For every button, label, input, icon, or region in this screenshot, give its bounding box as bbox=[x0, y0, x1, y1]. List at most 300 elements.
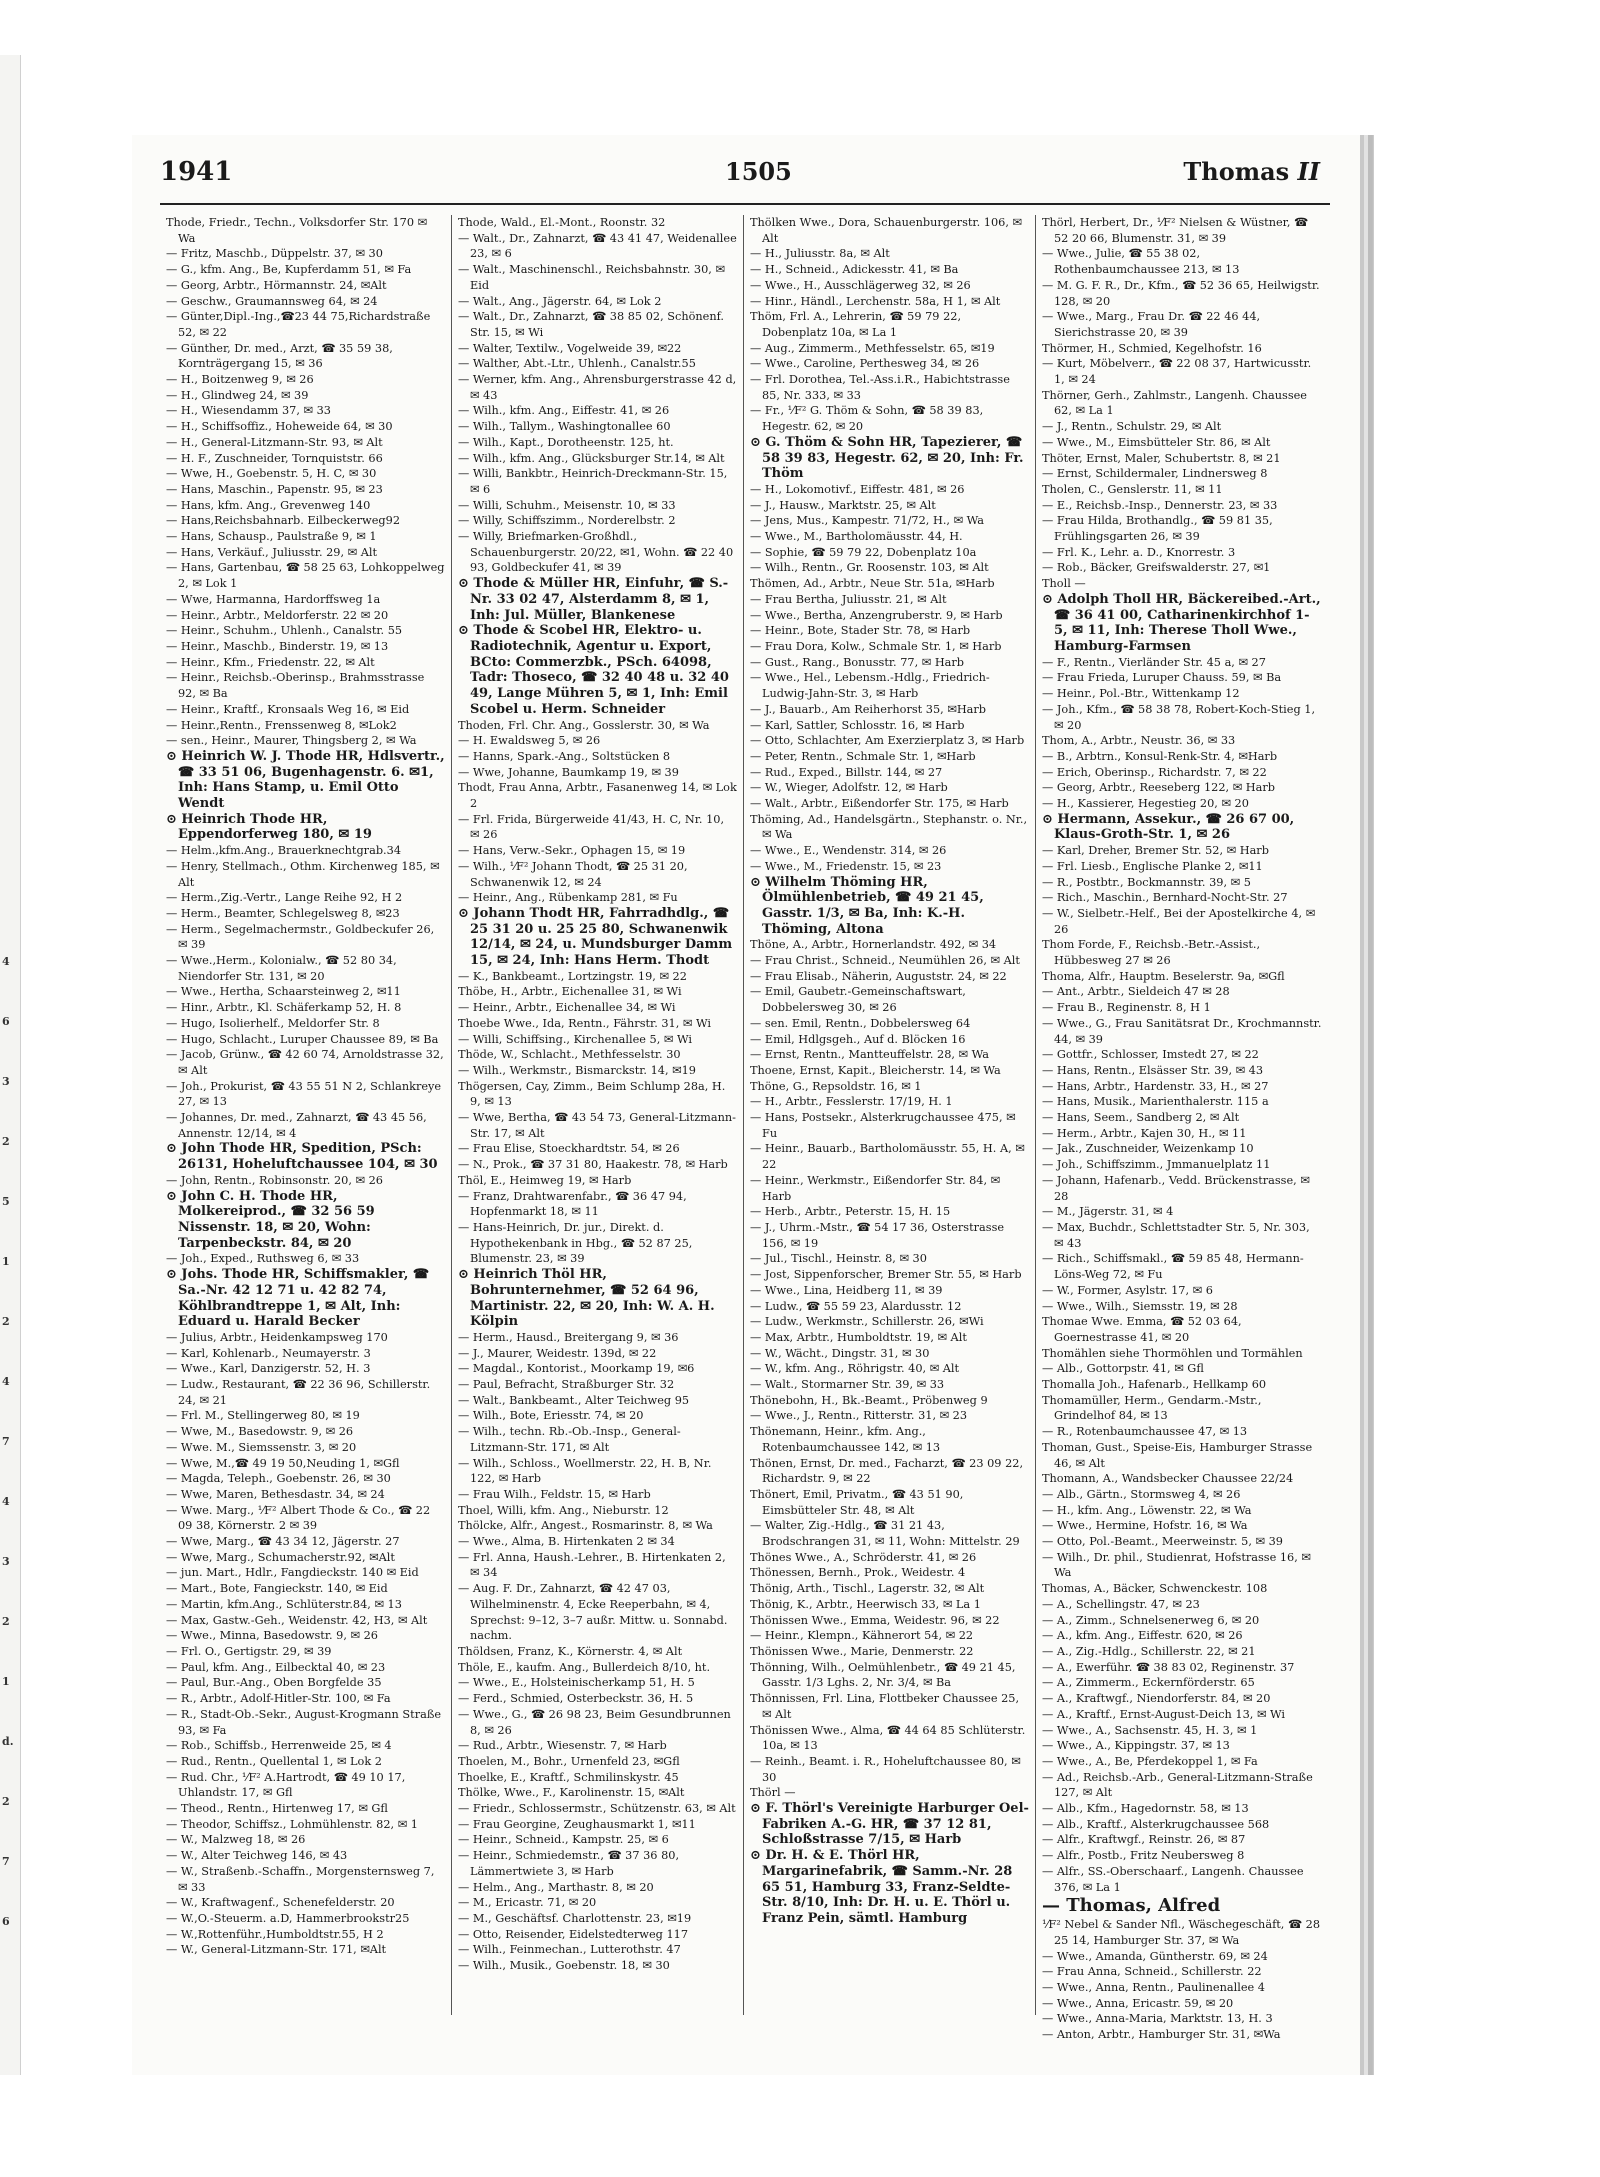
margin-fragment: 2 bbox=[2, 1315, 10, 1328]
directory-entry: — Frl. Liesb., Englische Planke 2, ✉11 bbox=[1042, 859, 1263, 873]
directory-entry: — Martin, kfm.Ang., Schlüterstr.84, ✉ 13 bbox=[166, 1597, 402, 1611]
directory-entry: — Rob., Schiffsb., Herrenweide 25, ✉ 4 bbox=[166, 1739, 392, 1753]
directory-entry: Tholen, C., Genslerstr. 11, ✉ 11 bbox=[1042, 482, 1223, 496]
directory-entry: — W., Malzweg 18, ✉ 26 bbox=[166, 1833, 306, 1847]
directory-entry: — Heinr., Klempn., Kähnerort 54, ✉ 22 bbox=[750, 1629, 974, 1643]
margin-fragment: 1 bbox=[2, 1255, 10, 1268]
directory-entry: — Rud. Chr., ⅟F² A.Hartrodt, ☎ 49 10 17, Uhlandstr. 17, ✉ Gfl bbox=[166, 1770, 406, 1800]
directory-entry: Thömen, Ad., Arbtr., Neue Str. 51a, ✉Harb bbox=[750, 577, 995, 591]
directory-entry: — Jacob, Grünw., ☎ 42 60 74, Arnoldstrasse 32, ✉ Alt bbox=[166, 1048, 444, 1077]
directory-entry: — Frau Wilh., Feldstr. 15, ✉ Harb bbox=[458, 1487, 651, 1501]
directory-entry: — Magdal., Kontorist., Moorkamp 19, ✉6 bbox=[458, 1362, 695, 1376]
directory-entry: Thoma, Alfr., Hauptm. Beselerstr. 9a, ✉Gfl bbox=[1042, 969, 1285, 983]
directory-entry: — Karl, Kohlenarb., Neumayerstr. 3 bbox=[166, 1346, 371, 1360]
directory-entry: — Gust., Rang., Bonusstr. 77, ✉ Harb bbox=[750, 655, 965, 669]
directory-entry: Thönissen Wwe., Marie, Denmerstr. 22 bbox=[750, 1644, 974, 1658]
directory-entry: — R., Stadt-Ob.-Sekr., August-Krogmann Straße 93, ✉ Fa bbox=[166, 1707, 442, 1737]
directory-entry: — Walt., Arbtr., Eißendorfer Str. 175, ✉ Harb bbox=[750, 797, 1009, 811]
directory-entry: — Frl. M., Stellingerweg 80, ✉ 19 bbox=[166, 1409, 360, 1423]
directory-entry: — Wilh., Rentn., Gr. Roosenstr. 103, ✉ Alt bbox=[750, 561, 989, 575]
margin-fragment: 7 bbox=[2, 1435, 10, 1448]
directory-entry: — Karl, Sattler, Schlosstr. 16, ✉ Harb bbox=[750, 718, 965, 732]
margin-fragment: 7 bbox=[2, 1855, 10, 1868]
directory-entry: — Hans, Schausp., Paulstraße 9, ✉ 1 bbox=[166, 530, 377, 544]
directory-entry: — Thomas, Alfred bbox=[1042, 1895, 1221, 1917]
directory-entry: Tholl — bbox=[1042, 577, 1086, 591]
directory-entry: — Emil, Gaubetr.-Gemeinschaftswart, Dobbelersweg 30, ✉ 26 bbox=[750, 985, 966, 1015]
directory-entry: — W., Alter Teichweg 146, ✉ 43 bbox=[166, 1849, 348, 1863]
directory-entry: — Hans, Verkäuf., Juliusstr. 29, ✉ Alt bbox=[166, 545, 378, 559]
directory-entry: ⊙ John Thode HR, Spedition, PSch: 26131, Hoheluftchaussee 104, ✉ 30 bbox=[166, 1141, 438, 1173]
header-page-number: 1505 bbox=[725, 157, 792, 186]
directory-entry: Thörmer, H., Schmied, Kegelhofstr. 16 bbox=[1042, 341, 1262, 355]
directory-entry: — Wwe, Marg., Schumacherstr.92, ✉Alt bbox=[166, 1550, 395, 1564]
directory-entry: — Wwe., Wilh., Siemsstr. 19, ✉ 28 bbox=[1042, 1299, 1238, 1313]
directory-columns bbox=[160, 215, 1330, 2042]
directory-entry: — Wwe., Amanda, Güntherstr. 69, ✉ 24 bbox=[1042, 1949, 1268, 1963]
directory-entry: — Frl. Dorothea, Tel.-Ass.i.R., Habichtstrasse 85, Nr. 333, ✉ 33 bbox=[750, 373, 1010, 402]
directory-entry: Thoebe Wwe., Ida, Rentn., Fährstr. 31, ✉ Wi bbox=[458, 1016, 712, 1030]
directory-entry: — Ludw., Restaurant, ☎ 22 36 96, Schillerstr. 24, ✉ 21 bbox=[166, 1378, 431, 1407]
directory-entry: — Rud., Arbtr., Wiesenstr. 7, ✉ Harb bbox=[458, 1739, 667, 1753]
directory-entry: — Wilh., Kapt., Dorotheenstr. 125, ht. bbox=[458, 435, 674, 449]
directory-entry: — Emil, Hdlgsgeh., Auf d. Blöcken 16 bbox=[750, 1032, 966, 1046]
directory-entry: — M., Geschäftsf. Charlottenstr. 23, ✉19 bbox=[458, 1911, 692, 1925]
directory-entry: Thöne, G., Repsoldstr. 16, ✉ 1 bbox=[750, 1079, 922, 1093]
directory-entry: — Friedr., Schlossermstr., Schützenstr. 63, ✉ Alt bbox=[458, 1802, 736, 1816]
directory-entry: — M., Ericastr. 71, ✉ 20 bbox=[458, 1896, 597, 1910]
directory-entry: — Hinr., Arbtr., Kl. Schäferkamp 52, H. 8 bbox=[166, 1001, 402, 1015]
directory-entry: — Rich., Schiffsmakl., ☎ 59 85 48, Hermann-Löns-Weg 72, ✉ Fu bbox=[1042, 1252, 1304, 1282]
directory-entry: — W.,O.-Steuerm. a.D, Hammerbrookstr25 bbox=[166, 1911, 410, 1925]
directory-entry: — Ludw., Werkmstr., Schillerstr. 26, ✉Wi bbox=[750, 1315, 984, 1329]
directory-entry: — H., Boitzenweg 9, ✉ 26 bbox=[166, 373, 314, 387]
directory-entry: — R., Rotenbaumchaussee 47, ✉ 13 bbox=[1042, 1425, 1248, 1439]
directory-entry: — Peter, Rentn., Schmale Str. 1, ✉Harb bbox=[750, 749, 976, 763]
directory-entry: — A., Ewerführ. ☎ 38 83 02, Reginenstr. 37 bbox=[1042, 1660, 1295, 1674]
directory-entry: — Ad., Reichsb.-Arb., General-Litzmann-Straße 127, ✉ Alt bbox=[1042, 1770, 1313, 1800]
directory-entry: — W., Wieger, Adolfstr. 12, ✉ Harb bbox=[750, 781, 948, 795]
directory-entry: — Rob., Bäcker, Greifswalderstr. 27, ✉1 bbox=[1042, 561, 1271, 575]
directory-entry: — Wwe., Marg., Frau Dr. ☎ 22 46 44, Sierichstrasse 20, ✉ 39 bbox=[1042, 310, 1261, 339]
directory-entry: — Paul, Bur.-Ang., Oben Borgfelde 35 bbox=[166, 1676, 382, 1690]
directory-entry: ⊙ F. Thörl's Vereinigte Harburger Oel-Fabriken A.-G. HR, ☎ 37 12 81, Schloßstrasse 7/15, ✉ Harb bbox=[750, 1801, 1029, 1848]
directory-entry: — Hans, Seem., Sandberg 2, ✉ Alt bbox=[1042, 1111, 1240, 1125]
directory-entry: Thöde, W., Schlacht., Methfesselstr. 30 bbox=[458, 1048, 681, 1062]
directory-entry: — J., Maurer, Weidestr. 139d, ✉ 22 bbox=[458, 1346, 657, 1360]
directory-entry: Thöldsen, Franz, K., Körnerstr. 4, ✉ Alt bbox=[458, 1644, 683, 1658]
directory-entry: — Frau Christ., Schneid., Neumühlen 26, ✉ Alt bbox=[750, 954, 1020, 968]
directory-entry: — Alb., Kraftf., Alsterkrugchaussee 568 bbox=[1042, 1817, 1270, 1831]
directory-entry: — Wwe. Marg., ⅟F² Albert Thode & Co., ☎ 22 09 38, Körnerstr. 2 ✉ 39 bbox=[166, 1503, 431, 1533]
directory-entry: — W., Wächt., Dingstr. 31, ✉ 30 bbox=[750, 1346, 930, 1360]
directory-entry: — Hanns, Spark.-Ang., Soltstücken 8 bbox=[458, 749, 671, 763]
directory-entry: — Wwe., Alma, B. Hirtenkaten 2 ✉ 34 bbox=[458, 1535, 675, 1549]
directory-entry: — Herb., Arbtr., Peterstr. 15, H. 15 bbox=[750, 1205, 951, 1219]
directory-entry: — Wwe., Caroline, Perthesweg 34, ✉ 26 bbox=[750, 357, 980, 371]
directory-entry: — Anton, Arbtr., Hamburger Str. 31, ✉Wa bbox=[1042, 2028, 1281, 2042]
directory-entry: — W., Straßenb.-Schaffn., Morgensternsweg 7, ✉ 33 bbox=[166, 1864, 435, 1894]
directory-entry: — Wwe., Minna, Basedowstr. 9, ✉ 26 bbox=[166, 1629, 378, 1643]
directory-entry: — Helm., Ang., Marthastr. 8, ✉ 20 bbox=[458, 1880, 654, 1894]
directory-entry: — Rud., Exped., Billstr. 144, ✉ 27 bbox=[750, 765, 943, 779]
directory-entry: Thönessen, Bernh., Prok., Weidestr. 4 bbox=[750, 1566, 966, 1580]
directory-entry: — Frl. O., Gertigstr. 29, ✉ 39 bbox=[166, 1644, 332, 1658]
directory-entry: — Rud., Rentn., Quellental 1, ✉ Lok 2 bbox=[166, 1754, 382, 1768]
directory-entry: — Joh., Exped., Ruthsweg 6, ✉ 33 bbox=[166, 1252, 360, 1266]
directory-entry: ⅟F² Nebel & Sander Nfl., Wäschegeschäft, ☎ 28 25 14, Hamburger Str. 37, ✉ Wa bbox=[1042, 1918, 1321, 1947]
directory-entry: — Reinh., Beamt. i. R., Hoheluftchaussee 80, ✉ 30 bbox=[750, 1754, 1021, 1784]
directory-entry: Thomählen siehe Thormöhlen und Tormählen bbox=[1042, 1346, 1303, 1360]
directory-entry: — Wwe, Bertha, ☎ 43 54 73, General-Litzmann-Str. 17, ✉ Alt bbox=[458, 1111, 736, 1140]
margin-fragment: 2 bbox=[2, 1615, 10, 1628]
directory-entry: — Wilh., kfm. Ang., Glücksburger Str.14, ✉ Alt bbox=[458, 451, 725, 465]
directory-entry: Thöle, E., kaufm. Ang., Bullerdeich 8/10, ht. bbox=[458, 1660, 711, 1674]
column-4 bbox=[1036, 215, 1328, 2042]
directory-entry: Thögersen, Cay, Zimm., Beim Schlump 28a, H. 9, ✉ 13 bbox=[458, 1079, 726, 1109]
directory-entry: — Wwe., M., Friedenstr. 15, ✉ 23 bbox=[750, 859, 942, 873]
directory-entry: — Aug. F. Dr., Zahnarzt, ☎ 42 47 03, Wilhelminenstr. 4, Ecke Reeperbahn, ✉ 4, Sprechst: 9–12, 3–7 außr. Mittw. u. Sonnabd. nachm. bbox=[458, 1582, 728, 1643]
directory-entry: — Johannes, Dr. med., Zahnarzt, ☎ 43 45 56, Annenstr. 12/14, ✉ 4 bbox=[166, 1111, 427, 1140]
directory-entry: — M., Jägerstr. 31, ✉ 4 bbox=[1042, 1205, 1174, 1219]
directory-entry: — Johann, Hafenarb., Vedd. Brückenstrasse, ✉ 28 bbox=[1042, 1173, 1310, 1203]
directory-entry: — Max, Buchdr., Schlettstadter Str. 5, Nr. 303, ✉ 43 bbox=[1042, 1221, 1310, 1250]
directory-entry: Thörl — bbox=[750, 1786, 796, 1800]
directory-entry: — H., Wiesendamm 37, ✉ 33 bbox=[166, 404, 331, 418]
directory-entry: — Wwe., A., Sachsenstr. 45, H. 3, ✉ 1 bbox=[1042, 1723, 1258, 1737]
directory-entry: — Hans, Arbtr., Hardenstr. 33, H., ✉ 27 bbox=[1042, 1079, 1269, 1093]
directory-entry: — J., Hausw., Marktstr. 25, ✉ Alt bbox=[750, 498, 936, 512]
directory-entry: — Fr., ⅟F² G. Thöm & Sohn, ☎ 58 39 83, Hegestr. 62, ✉ 20 bbox=[750, 404, 984, 434]
directory-entry: — Helm.,kfm.Ang., Brauerknechtgrab.34 bbox=[166, 844, 402, 858]
directory-entry: — Paul, Befracht, Straßburger Str. 32 bbox=[458, 1378, 675, 1392]
header-rule bbox=[160, 203, 1330, 205]
directory-entry: ⊙ Thode & Müller HR, Einfuhr, ☎ S.-Nr. 33 02 47, Alsterdamm 8, ✉ 1, Inh: Jul. Müller, Blankenese bbox=[458, 576, 729, 623]
directory-entry: — Heinr., Bauarb., Bartholomäusstr. 55, H. A, ✉ 22 bbox=[750, 1142, 1025, 1172]
directory-entry: — Wwe., Anna, Rentn., Paulinenallee 4 bbox=[1042, 1981, 1265, 1995]
directory-entry: — Alb., Gärtn., Stormsweg 4, ✉ 26 bbox=[1042, 1487, 1241, 1501]
directory-entry: — Walt., Maschinenschl., Reichsbahnstr. 30, ✉ Eid bbox=[458, 263, 725, 292]
margin-fragment: 5 bbox=[2, 1195, 10, 1208]
directory-entry: — Günther, Dr. med., Arzt, ☎ 35 59 38, Kornträgergang 15, ✉ 36 bbox=[166, 341, 393, 371]
directory-entry: — Wilh., Bote, Eriesstr. 74, ✉ 20 bbox=[458, 1409, 644, 1423]
directory-entry: — Heinr., Kraftf., Kronsaals Weg 16, ✉ Eid bbox=[166, 702, 410, 716]
directory-entry: — Wwe., H., Ausschlägerweg 32, ✉ 26 bbox=[750, 278, 971, 292]
directory-entry: — Wwe., Hel., Lebensm.-Hdlg., Friedrich-Ludwig-Jahn-Str. 3, ✉ Harb bbox=[750, 671, 990, 701]
directory-entry: — Magda, Teleph., Goebenstr. 26, ✉ 30 bbox=[166, 1472, 391, 1486]
directory-entry: Thöming, Ad., Handelsgärtn., Stephanstr. o. Nr., ✉ Wa bbox=[750, 812, 1028, 842]
directory-entry: — Wwe. M., Siemssenstr. 3, ✉ 20 bbox=[166, 1440, 357, 1454]
directory-entry: — Karl, Dreher, Bremer Str. 52, ✉ Harb bbox=[1042, 844, 1269, 858]
directory-entry: — Wwe, M.,☎ 49 19 50,Neuding 1, ✉Gfl bbox=[166, 1456, 400, 1470]
directory-entry: — Walter, Zig.-Hdlg., ☎ 31 21 43, Brodschrangen 31, ✉ 11, Wohn: Mittelstr. 29 bbox=[750, 1519, 1020, 1549]
directory-entry: — Hans, Postsekr., Alsterkrugchaussee 475, ✉ Fu bbox=[750, 1111, 1016, 1140]
column-2 bbox=[452, 215, 744, 2015]
directory-entry: Thode, Friedr., Techn., Volksdorfer Str. 170 ✉ Wa bbox=[166, 216, 428, 245]
directory-entry: — Frau Frieda, Luruper Chauss. 59, ✉ Ba bbox=[1042, 671, 1282, 685]
directory-entry: — H. Ewaldsweg 5, ✉ 26 bbox=[458, 734, 601, 748]
directory-entry: — R., Postbtr., Bockmannstr. 39, ✉ 5 bbox=[1042, 875, 1251, 889]
directory-entry: Thönig, Arth., Tischl., Lagerstr. 32, ✉ Alt bbox=[750, 1582, 985, 1596]
directory-entry: — John, Rentn., Robinsonstr. 20, ✉ 26 bbox=[166, 1173, 383, 1187]
page-header bbox=[160, 157, 1320, 193]
directory-entry: — H. F., Zuschneider, Tornquiststr. 66 bbox=[166, 451, 383, 465]
directory-entry: Thoel, Willi, kfm. Ang., Nieburstr. 12 bbox=[458, 1503, 669, 1517]
directory-entry: ⊙ Wilhelm Thöming HR, Ölmühlenbetrieb, ☎ 49 21 45, Gasstr. 1/3, ✉ Ba, Inh: K.-H. Thöming, Altona bbox=[750, 874, 984, 937]
directory-entry: — A., Zimmerm., Eckernförderstr. 65 bbox=[1042, 1676, 1255, 1690]
directory-entry: — Hans, Rentn., Elsässer Str. 39, ✉ 43 bbox=[1042, 1063, 1264, 1077]
directory-entry: — Walt., Bankbeamt., Alter Teichweg 95 bbox=[458, 1393, 690, 1407]
directory-entry: — Theod., Rentn., Hirtenweg 17, ✉ Gfl bbox=[166, 1802, 388, 1816]
directory-entry: — Hinr., Händl., Lerchenstr. 58a, H 1, ✉ Alt bbox=[750, 294, 1001, 308]
directory-entry: Thönert, Emil, Privatm., ☎ 43 51 90, Eimsbütteler Str. 48, ✉ Alt bbox=[750, 1487, 964, 1517]
directory-entry: ⊙ Adolph Tholl HR, Bäckereibed.-Art., ☎ 36 41 00, Catharinenkirchhof 1-5, ✉ 11, Inh: Therese Tholl Wwe., Hamburg-Farmsen bbox=[1042, 591, 1321, 654]
directory-entry: — Ludw., ☎ 55 59 23, Alardusstr. 12 bbox=[750, 1299, 962, 1313]
directory-entry: — Aug., Zimmerm., Methfesselstr. 65, ✉19 bbox=[750, 341, 995, 355]
directory-entry: — Willi, Schiffsing., Kirchenallee 5, ✉ Wi bbox=[458, 1032, 692, 1046]
directory-entry: — Heinr., Arbtr., Meldorferstr. 22 ✉ 20 bbox=[166, 608, 389, 622]
directory-entry: — Paul, kfm. Ang., Eilbecktal 40, ✉ 23 bbox=[166, 1660, 386, 1674]
directory-entry: — Wwe., G., ☎ 26 98 23, Beim Gesundbrunnen 8, ✉ 26 bbox=[458, 1707, 731, 1737]
directory-entry: Thörl, Herbert, Dr., ⅟F² Nielsen & Wüstner, ☎ 52 20 66, Blumenstr. 31, ✉ 39 bbox=[1042, 216, 1309, 245]
directory-entry: Thom Forde, F., Reichsb.-Betr.-Assist., Hübbesweg 27 ✉ 26 bbox=[1042, 938, 1261, 968]
directory-entry: — Heinr., Schmiedemstr., ☎ 37 36 80, Lämmertwiete 3, ✉ Harb bbox=[458, 1849, 680, 1878]
directory-entry: — Wwe., Karl, Danzigerstr. 52, H. 3 bbox=[166, 1362, 371, 1376]
directory-entry: — Max, Arbtr., Humboldtstr. 19, ✉ Alt bbox=[750, 1330, 967, 1344]
directory-entry: — Hugo, Isolierhelf., Meldorfer Str. 8 bbox=[166, 1016, 380, 1030]
directory-entry: — W., kfm. Ang., Röhrigstr. 40, ✉ Alt bbox=[750, 1362, 960, 1376]
directory-entry: — Geschw., Graumannsweg 64, ✉ 24 bbox=[166, 294, 378, 308]
directory-entry: Thölcke, Alfr., Angest., Rosmarinstr. 8, ✉ Wa bbox=[458, 1519, 713, 1533]
directory-entry: Thöl, E., Heimweg 19, ✉ Harb bbox=[458, 1173, 632, 1187]
directory-entry: — Wwe, Maren, Bethesdastr. 34, ✉ 24 bbox=[166, 1487, 385, 1501]
directory-entry: — Hugo, Schlacht., Luruper Chaussee 89, ✉ Ba bbox=[166, 1032, 439, 1046]
directory-entry: — Wwe.,Herm., Kolonialw., ☎ 52 80 34, Niendorfer Str. 131, ✉ 20 bbox=[166, 954, 397, 983]
margin-fragment: 4 bbox=[2, 1375, 10, 1388]
directory-entry: — Heinr., Schuhm., Uhlenh., Canalstr. 55 bbox=[166, 624, 403, 638]
directory-entry: — Wwe., A., Kippingstr. 37, ✉ 13 bbox=[1042, 1739, 1230, 1753]
header-year: 1941 bbox=[160, 157, 233, 187]
directory-entry: — H., Juliusstr. 8a, ✉ Alt bbox=[750, 247, 890, 261]
directory-entry: — A., kfm. Ang., Eiffestr. 620, ✉ 26 bbox=[1042, 1629, 1243, 1643]
directory-entry: Thölken Wwe., Dora, Schauenburgerstr. 106, ✉ Alt bbox=[750, 216, 1022, 245]
directory-entry: — Wwe., Hertha, Schaarsteinweg 2, ✉11 bbox=[166, 985, 401, 999]
directory-entry: — Werner, kfm. Ang., Ahrensburgerstrasse 42 d, ✉ 43 bbox=[458, 373, 737, 402]
directory-entry: Thomamüller, Herm., Gendarm.-Mstr., Grindelhof 84, ✉ 13 bbox=[1042, 1393, 1262, 1423]
directory-entry: Thönes Wwe., A., Schröderstr. 41, ✉ 26 bbox=[750, 1550, 977, 1564]
directory-entry: — Herm., Beamter, Schlegelsweg 8, ✉23 bbox=[166, 906, 400, 920]
directory-entry: Thönig, K., Arbtr., Heerwisch 33, ✉ La 1 bbox=[750, 1597, 981, 1611]
directory-entry: — Wilh., Tallym., Washingtonallee 60 bbox=[458, 420, 671, 434]
directory-entry: Thom, A., Arbtr., Neustr. 36, ✉ 33 bbox=[1042, 734, 1236, 748]
directory-entry: — Frl. Frida, Bürgerweide 41/43, H. C, Nr. 10, ✉ 26 bbox=[458, 812, 725, 842]
directory-entry: ⊙ G. Thöm & Sohn HR, Tapezierer, ☎ 58 39 83, Hegestr. 62, ✉ 20, Inh: Fr. Thöm bbox=[750, 434, 1024, 482]
directory-entry: ⊙ Dr. H. & E. Thörl HR, Margarinefabrik, ☎ Samm.-Nr. 28 65 51, Hamburg 33, Franz-Seldte-Str. 8/10, Inh: Dr. H. u. E. Thörl u. Franz Pein, sämtl. Hamburg bbox=[750, 1848, 1013, 1926]
directory-entry: ⊙ Thode & Scobel HR, Elektro- u. Radiotechnik, Agentur u. Export, BCto: Commerzbk., PSch. 64098, Tadr: Thoseco, ☎ 32 40 48 u. 32 40 49, Lange Mühren 5, ✉ 1, Inh: Emil Scobel u. Herm. Schneider bbox=[458, 623, 729, 717]
directory-entry: — Willi, Bankbtr., Heinrich-Dreckmann-Str. 15, ✉ 6 bbox=[458, 467, 728, 496]
directory-entry: — Frl. K., Lehr. a. D., Knorrestr. 3 bbox=[1042, 545, 1236, 559]
directory-entry: — Frl. Anna, Haush.-Lehrer., B. Hirtenkaten 2, ✉ 34 bbox=[458, 1550, 726, 1580]
directory-entry: Thomas, A., Bäcker, Schwenckestr. 108 bbox=[1042, 1582, 1268, 1596]
directory-entry: — Wwe., M., Bartholomäusstr. 44, H. bbox=[750, 530, 963, 544]
directory-entry: — Frau Elisab., Näherin, Auguststr. 24, ✉ 22 bbox=[750, 969, 1007, 983]
directory-entry: — Walt., Ang., Jägerstr. 64, ✉ Lok 2 bbox=[458, 294, 662, 308]
directory-entry: — Hans, Verw.-Sekr., Ophagen 15, ✉ 19 bbox=[458, 844, 686, 858]
directory-entry: Thoelke, E., Kraftf., Schmilinskystr. 45 bbox=[458, 1770, 679, 1784]
directory-entry: — sen. Emil, Rentn., Dobbelersweg 64 bbox=[750, 1016, 971, 1030]
directory-entry: Thoene, Ernst, Kapit., Bleicherstr. 14, ✉ Wa bbox=[750, 1063, 1001, 1077]
directory-entry: — J., Uhrm.-Mstr., ☎ 54 17 36, Osterstrasse 156, ✉ 19 bbox=[750, 1221, 1005, 1250]
directory-entry: — Herm.,Zig.-Vertr., Lange Reihe 92, H 2 bbox=[166, 891, 403, 905]
directory-entry: — Gottfr., Schlosser, Imstedt 27, ✉ 22 bbox=[1042, 1048, 1259, 1062]
directory-entry: Thöter, Ernst, Maler, Schubertstr. 8, ✉ 21 bbox=[1042, 451, 1281, 465]
directory-entry: — Herm., Hausd., Breitergang 9, ✉ 36 bbox=[458, 1330, 679, 1344]
directory-entry: — Joh., Kfm., ☎ 58 38 78, Robert-Koch-Stieg 1, ✉ 20 bbox=[1042, 702, 1316, 732]
directory-entry: Thoden, Frl. Chr. Ang., Gosslerstr. 30, ✉ Wa bbox=[458, 718, 710, 732]
directory-entry: — A., Kraftf., Ernst-August-Deich 13, ✉ Wi bbox=[1042, 1707, 1286, 1721]
directory-entry: — Wwe, Harmanna, Hardorffsweg 1a bbox=[166, 592, 381, 606]
directory-entry: — Wwe., Anna-Maria, Marktstr. 13, H. 3 bbox=[1042, 2012, 1273, 2026]
directory-entry: ⊙ Heinrich W. J. Thode HR, Hdlsvertr., ☎ 33 51 06, Bugenhagenstr. 6. ✉1, Inh: Hans Stamp, u. Emil Otto Wendt bbox=[166, 748, 445, 812]
directory-entry: — Heinr., Bote, Stader Str. 78, ✉ Harb bbox=[750, 624, 971, 638]
directory-entry: — K., Bankbeamt., Lortzingstr. 19, ✉ 22 bbox=[458, 969, 687, 983]
directory-entry: — Wilh., techn. Rb.-Ob.-Insp., General-Litzmann-Str. 171, ✉ Alt bbox=[458, 1425, 681, 1454]
margin-fragment: 2 bbox=[2, 1135, 10, 1148]
directory-entry: — W., Sielbetr.-Helf., Bei der Apostelkirche 4, ✉ 26 bbox=[1042, 906, 1316, 936]
directory-entry: — Walter, Textilw., Vogelweide 39, ✉22 bbox=[458, 341, 682, 355]
directory-entry: — Wwe, Marg., ☎ 43 34 12, Jägerstr. 27 bbox=[166, 1535, 400, 1549]
directory-entry: Thomalla Joh., Hafenarb., Hellkamp 60 bbox=[1042, 1378, 1267, 1392]
directory-entry: Thomae Wwe. Emma, ☎ 52 03 64, Goernestrasse 41, ✉ 20 bbox=[1042, 1315, 1242, 1344]
directory-entry: — Wwe, H., Goebenstr. 5, H. C, ✉ 30 bbox=[166, 467, 377, 481]
directory-entry: — A., Zimm., Schnelsenerweg 6, ✉ 20 bbox=[1042, 1613, 1260, 1627]
directory-entry: — Julius, Arbtr., Heidenkampsweg 170 bbox=[166, 1330, 388, 1344]
directory-entry: — J., Rentn., Schulstr. 29, ✉ Alt bbox=[1042, 420, 1222, 434]
directory-entry: — F., Rentn., Vierländer Str. 45 a, ✉ 27 bbox=[1042, 655, 1266, 669]
directory-entry: Thode, Wald., El.-Mont., Roonstr. 32 bbox=[458, 216, 666, 229]
margin-fragment: 3 bbox=[2, 1555, 10, 1568]
directory-entry: — Wwe., A., Be, Pferdekoppel 1, ✉ Fa bbox=[1042, 1754, 1258, 1768]
directory-entry: — W., Former, Asylstr. 17, ✉ 6 bbox=[1042, 1283, 1213, 1297]
directory-entry: Thoman, Gust., Speise-Eis, Hamburger Strasse 46, ✉ Alt bbox=[1042, 1440, 1313, 1470]
directory-entry: Thönissen Wwe., Alma, ☎ 44 64 85 Schlüterstr. 10a, ✉ 13 bbox=[750, 1723, 1026, 1753]
header-running-head bbox=[1183, 157, 1320, 186]
directory-entry: — Kurt, Möbelverr., ☎ 22 08 37, Hartwicusstr. 1, ✉ 24 bbox=[1042, 357, 1312, 387]
directory-entry: — Walther, Abt.-Ltr., Uhlenh., Canalstr.55 bbox=[458, 357, 696, 371]
directory-entry: — Otto, Pol.-Beamt., Meerweinstr. 5, ✉ 39 bbox=[1042, 1535, 1283, 1549]
directory-entry: — E., Reichsb.-Insp., Dennerstr. 23, ✉ 33 bbox=[1042, 498, 1278, 512]
directory-entry: — Georg, Arbtr., Hörmannstr. 24, ✉Alt bbox=[166, 278, 387, 292]
directory-entry: — H., Glindweg 24, ✉ 39 bbox=[166, 388, 309, 402]
margin-fragment: 6 bbox=[2, 1015, 10, 1028]
directory-entry: Thomann, A., Wandsbecker Chaussee 22/24 bbox=[1042, 1472, 1294, 1486]
directory-entry: — Henry, Stellmach., Othm. Kirchenweg 185, ✉ Alt bbox=[166, 859, 440, 889]
directory-entry: ⊙ Heinrich Thöl HR, Bohrunternehmer, ☎ 52 64 96, Martinistr. 22, ✉ 20, Inh: W. A. H. Kölpin bbox=[458, 1267, 715, 1330]
directory-entry: Thönen, Ernst, Dr. med., Facharzt, ☎ 23 09 22, Richardstr. 9, ✉ 22 bbox=[750, 1456, 1024, 1486]
column-3 bbox=[744, 215, 1036, 2015]
directory-entry: — Wwe., Hermine, Hofstr. 16, ✉ Wa bbox=[1042, 1519, 1248, 1533]
directory-entry: — Franz, Drahtwarenfabr., ☎ 36 47 94, Hopfenmarkt 18, ✉ 11 bbox=[458, 1189, 687, 1219]
directory-entry: Thönning, Wilh., Oelmühlenbetr., ☎ 49 21 45, Gasstr. 1/3 Lghs. 2, Nr. 3/4, ✉ Ba bbox=[750, 1660, 1016, 1690]
directory-entry: — Heinr., Reichsb.-Oberinsp., Brahmsstrasse 92, ✉ Ba bbox=[166, 671, 425, 701]
directory-entry: Thörner, Gerh., Zahlmstr., Langenh. Chaussee 62, ✉ La 1 bbox=[1042, 388, 1307, 418]
directory-entry: — Heinr., Ang., Rübenkamp 281, ✉ Fu bbox=[458, 891, 678, 905]
directory-entry: — Joh., Schiffszimm., Jmmanuelplatz 11 bbox=[1042, 1158, 1271, 1172]
directory-entry: — Wilh., Musik., Goebenstr. 18, ✉ 30 bbox=[458, 1959, 670, 1973]
directory-entry: — Georg, Arbtr., Reeseberg 122, ✉ Harb bbox=[1042, 781, 1275, 795]
directory-entry: — Heinr., Schneid., Kampstr. 25, ✉ 6 bbox=[458, 1833, 669, 1847]
directory-entry: — Hans, Musik., Marienthalerstr. 115 a bbox=[1042, 1095, 1269, 1109]
directory-entry: — Willy, Briefmarken-Großhdl., Schauenburgerstr. 20/22, ✉1, Wohn. ☎ 22 40 93, Goldbeckufer 41, ✉ 39 bbox=[458, 530, 734, 575]
directory-entry: — Wilh., Feinmechan., Lutterothstr. 47 bbox=[458, 1943, 681, 1957]
directory-entry: — Wilh., kfm. Ang., Eiffestr. 41, ✉ 26 bbox=[458, 404, 670, 418]
directory-entry: Thönemann, Heinr., kfm. Ang., Rotenbaumchaussee 142, ✉ 13 bbox=[750, 1425, 941, 1454]
directory-entry: — Max, Gastw.-Geh., Weidenstr. 42, H3, ✉ Alt bbox=[166, 1613, 428, 1627]
directory-entry: — Wwe., E., Wendenstr. 314, ✉ 26 bbox=[750, 844, 947, 858]
directory-page bbox=[132, 135, 1360, 2075]
directory-entry: — N., Prok., ☎ 37 31 80, Haakestr. 78, ✉ Harb bbox=[458, 1158, 728, 1172]
directory-entry: — Wwe., G., Frau Sanitätsrat Dr., Krochmannstr. 44, ✉ 39 bbox=[1042, 1016, 1322, 1046]
directory-entry: — Wilh., Schloss., Woellmerstr. 22, H. B, Nr. 122, ✉ Harb bbox=[458, 1456, 712, 1486]
directory-entry: — Herm., Segelmachermstr., Goldbeckufer 26, ✉ 39 bbox=[166, 922, 435, 952]
directory-entry: Thöbe, H., Arbtr., Eichenallee 31, ✉ Wi bbox=[458, 985, 682, 999]
directory-entry: — Wilh., Dr. phil., Studienrat, Hofstrasse 16, ✉ Wa bbox=[1042, 1550, 1311, 1580]
directory-entry: Thönnissen, Frl. Lina, Flottbeker Chaussee 25, ✉ Alt bbox=[750, 1692, 1020, 1721]
adjacent-page-edge bbox=[0, 55, 21, 2075]
directory-entry: — B., Arbtrn., Konsul-Renk-Str. 4, ✉Harb bbox=[1042, 749, 1278, 763]
directory-entry: — Jul., Tischl., Heinstr. 8, ✉ 30 bbox=[750, 1252, 927, 1266]
directory-entry: Thönissen Wwe., Emma, Weidestr. 96, ✉ 22 bbox=[750, 1613, 1000, 1627]
directory-entry: — Jak., Zuschneider, Weizenkamp 10 bbox=[1042, 1142, 1254, 1156]
margin-fragment: 4 bbox=[2, 1495, 10, 1508]
directory-entry: — H., Kassierer, Hegestieg 20, ✉ 20 bbox=[1042, 797, 1249, 811]
directory-entry: — Wilh., Werkmstr., Bismarckstr. 14, ✉19 bbox=[458, 1063, 696, 1077]
directory-entry: — Hans, Gartenbau, ☎ 58 25 63, Lohkoppelweg 2, ✉ Lok 1 bbox=[166, 561, 445, 591]
directory-entry: — Sophie, ☎ 59 79 22, Dobenplatz 10a bbox=[750, 545, 977, 559]
directory-entry: — H., Schiffsoffiz., Hoheweide 64, ✉ 30 bbox=[166, 420, 393, 434]
directory-entry: — Frau B., Reginenstr. 8, H 1 bbox=[1042, 1001, 1211, 1015]
directory-entry: — Wwe., Lina, Heidberg 11, ✉ 39 bbox=[750, 1283, 943, 1297]
directory-entry: — Heinr., Pol.-Btr., Wittenkamp 12 bbox=[1042, 687, 1240, 701]
directory-entry: — Hans, kfm. Ang., Grevenweg 140 bbox=[166, 498, 371, 512]
directory-entry: — Erich, Oberinsp., Richardstr. 7, ✉ 22 bbox=[1042, 765, 1267, 779]
directory-entry: ⊙ Johs. Thode HR, Schiffsmakler, ☎ Sa.-Nr. 42 12 71 u. 42 82 74, Köhlbrandtreppe 1, ✉ Alt, Inh: Eduard u. Harald Becker bbox=[166, 1267, 430, 1330]
directory-entry: — Ernst, Schildermaler, Lindnersweg 8 bbox=[1042, 467, 1268, 481]
directory-entry: — Wwe., Julie, ☎ 55 38 02, Rothenbaumchaussee 213, ✉ 13 bbox=[1042, 247, 1240, 277]
directory-entry: — H., Lokomotivf., Eiffestr. 481, ✉ 26 bbox=[750, 482, 965, 496]
directory-entry: — Wwe., M., Eimsbütteler Str. 86, ✉ Alt bbox=[1042, 435, 1271, 449]
directory-entry: — Heinr., Arbtr., Eichenallee 34, ✉ Wi bbox=[458, 1001, 676, 1015]
margin-fragment: 3 bbox=[2, 1075, 10, 1088]
directory-entry: Thoelen, M., Bohr., Urnenfeld 23, ✉Gfl bbox=[458, 1754, 680, 1768]
directory-entry: — Alfr., SS.-Oberschaarf., Langenh. Chaussee 376, ✉ La 1 bbox=[1042, 1864, 1304, 1894]
directory-entry: — Wwe., Anna, Ericastr. 59, ✉ 20 bbox=[1042, 1996, 1234, 2010]
directory-entry: ⊙ Heinrich Thode HR, Eppendorferweg 180, ✉ 19 bbox=[166, 811, 372, 843]
directory-entry: — Willy, Schiffszimm., Norderelbstr. 2 bbox=[458, 514, 676, 528]
column-1 bbox=[160, 215, 452, 2015]
directory-entry: — Wwe., Bertha, Anzengruberstr. 9, ✉ Harb bbox=[750, 608, 1003, 622]
directory-entry: — Theodor, Schiffsz., Lohmühlenstr. 82, ✉ 1 bbox=[166, 1817, 418, 1831]
directory-entry: — J., Bauarb., Am Reiherhorst 35, ✉Harb bbox=[750, 702, 987, 716]
directory-entry: — Ferd., Schmied, Osterbeckstr. 36, H. 5 bbox=[458, 1692, 694, 1706]
directory-entry: — Alfr., Kraftwgf., Reinstr. 26, ✉ 87 bbox=[1042, 1833, 1246, 1847]
directory-entry: — Frau Elise, Stoeckhardtstr. 54, ✉ 26 bbox=[458, 1142, 680, 1156]
directory-entry: — Alfr., Postb., Fritz Neubersweg 8 bbox=[1042, 1849, 1245, 1863]
directory-entry: Thöne, A., Arbtr., Hornerlandstr. 492, ✉ 34 bbox=[750, 938, 997, 952]
directory-entry: — A., Schellingstr. 47, ✉ 23 bbox=[1042, 1597, 1200, 1611]
directory-entry: — Alb., Kfm., Hagedornstr. 58, ✉ 13 bbox=[1042, 1802, 1249, 1816]
directory-entry: — Wwe, M., Basedowstr. 9, ✉ 26 bbox=[166, 1425, 354, 1439]
